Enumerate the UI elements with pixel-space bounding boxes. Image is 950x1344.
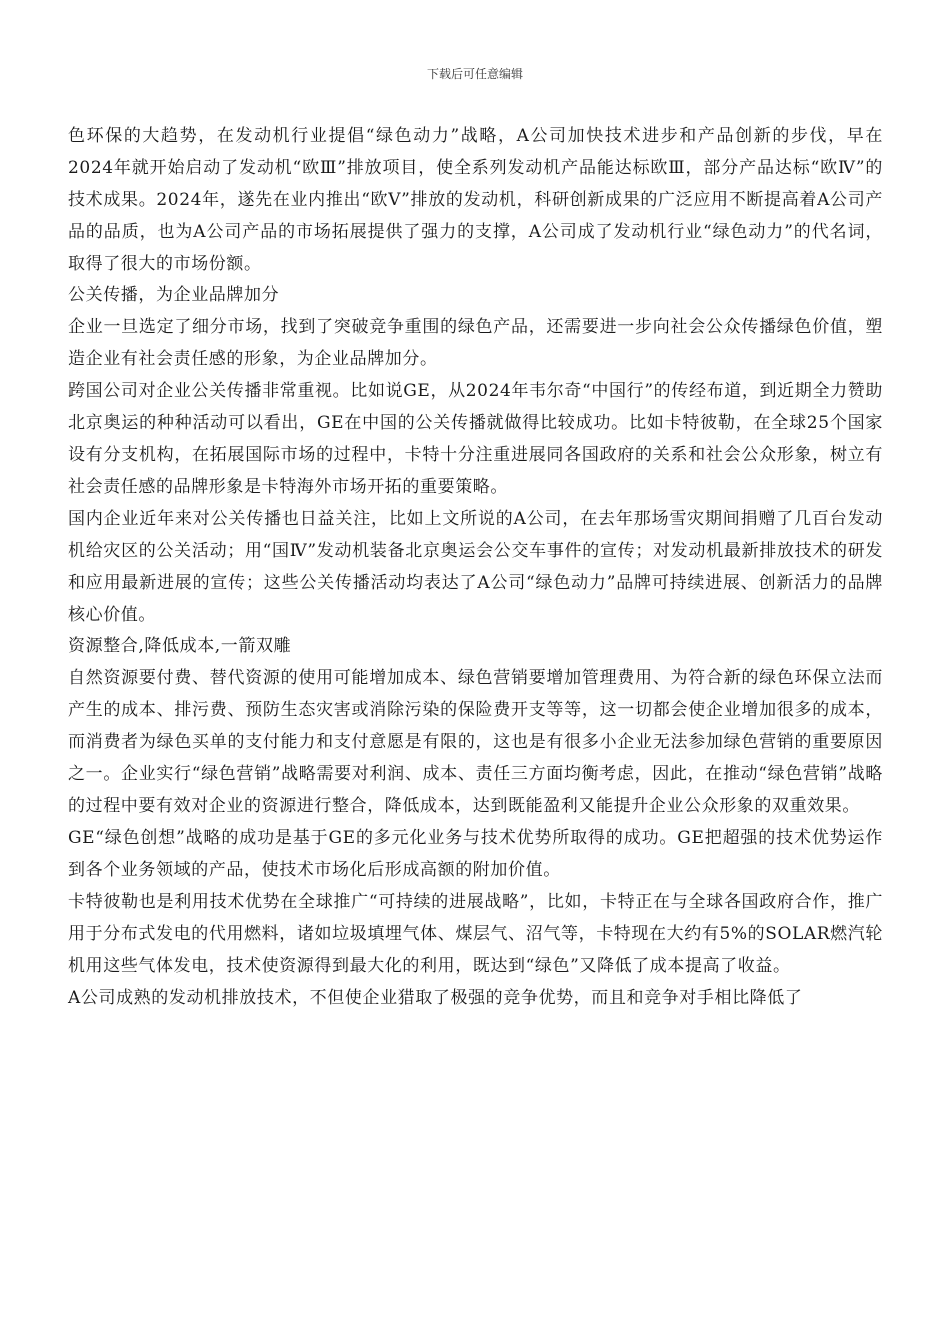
page-header: 下载后可任意编辑: [426, 67, 523, 81]
paragraph-caterpillar: 卡特彼勒也是利用技术优势在全球推广“可持续的进展战略”，比如，卡特正在与全球各国政府合作，推广用于分布式发电的代用燃料，诸如垃圾填埋气体、煤层气、沼气等，卡特现在大约有5%的SOLAR燃汽轮机用这些气体发电，技术使资源得到最大化的利用，既达到“绿色”又降低了成本提高了收益。: [68, 892, 883, 976]
paragraph-brand-value: 企业一旦选定了细分市场，找到了突破竞争重围的绿色产品，还需要进一步向社会公众传播绿色价值，塑造企业有社会责任感的形象，为企业品牌加分。: [68, 317, 883, 369]
document-body: [68, 120, 883, 1014]
section-heading-resource-integration: 资源整合,降低成本,一箭双雕: [68, 636, 292, 656]
section-heading-public-relations: 公关传播，为企业品牌加分: [68, 285, 280, 305]
paragraph-green-power: 色环保的大趋势，在发动机行业提倡“绿色动力”战略，A公司加快技术进步和产品创新的步伐，早在2024年就开始启动了发动机“欧Ⅲ”排放项目，使全系列发动机产品能达标欧Ⅲ，部分产品达标“欧Ⅳ”的技术成果。2024年，遂先在业内推出“欧Ⅴ”排放的发动机，科研创新成果的广泛应用不断提高着A公司产品的品质，也为A公司产品的市场拓展提供了强力的支撑，A公司成了发动机行业“绿色动力”的代名词，取得了很大的市场份额。: [68, 126, 883, 274]
paragraph-domestic-pr: 国内企业近年来对公关传播也日益关注，比如上文所说的A公司，在去年那场雪灾期间捐赠了几百台发动机给灾区的公关活动；用“国Ⅳ”发动机装备北京奥运会公交车事件的宣传；对发动机最新排放技术的研发和应用最新进展的宣传；这些公关传播活动均表达了A公司“绿色动力”品牌可持续进展、创新活力的品牌核心价值。: [68, 509, 883, 625]
paragraph-multinational-pr: 跨国公司对企业公关传播非常重视。比如说GE，从2024年韦尔奇“中国行”的传经布道，到近期全力赞助北京奥运的种种活动可以看出，GE在中国的公关传播就做得比较成功。比如卡特彼勒，在全球25个国家设有分支机构，在拓展国际市场的过程中，卡特十分注重进展同各国政府的关系和社会公众形象，树立有社会责任感的品牌形象是卡特海外市场开拓的重要策略。: [68, 381, 883, 497]
paragraph-cost-analysis: 自然资源要付费、替代资源的使用可能增加成本、绿色营销要增加管理费用、为符合新的绿色环保立法而产生的成本、排污费、预防生态灾害或消除污染的保险费开支等等，这一切都会使企业增加很多的成本，而消费者为绿色买单的支付能力和支付意愿是有限的，这也是有很多小企业无法参加绿色营销的重要原因之一。企业实行“绿色营销”战略需要对利润、成本、责任三方面均衡考虑，因此，在推动“绿色营销”战略的过程中要有效对企业的资源进行整合，降低成本，达到既能盈利又能提升企业公众形象的双重效果。: [68, 668, 883, 816]
paragraph-company-a-emissions: A公司成熟的发动机排放技术，不但使企业猎取了极强的竞争优势，而且和竞争对手相比降低了: [68, 988, 803, 1008]
paragraph-ge-ecomagination: GE“绿色创想”战略的成功是基于GE的多元化业务与技术优势所取得的成功。GE把超强的技术优势运作到各个业务领域的产品，使技术市场化后形成高额的附加价值。: [68, 828, 883, 880]
